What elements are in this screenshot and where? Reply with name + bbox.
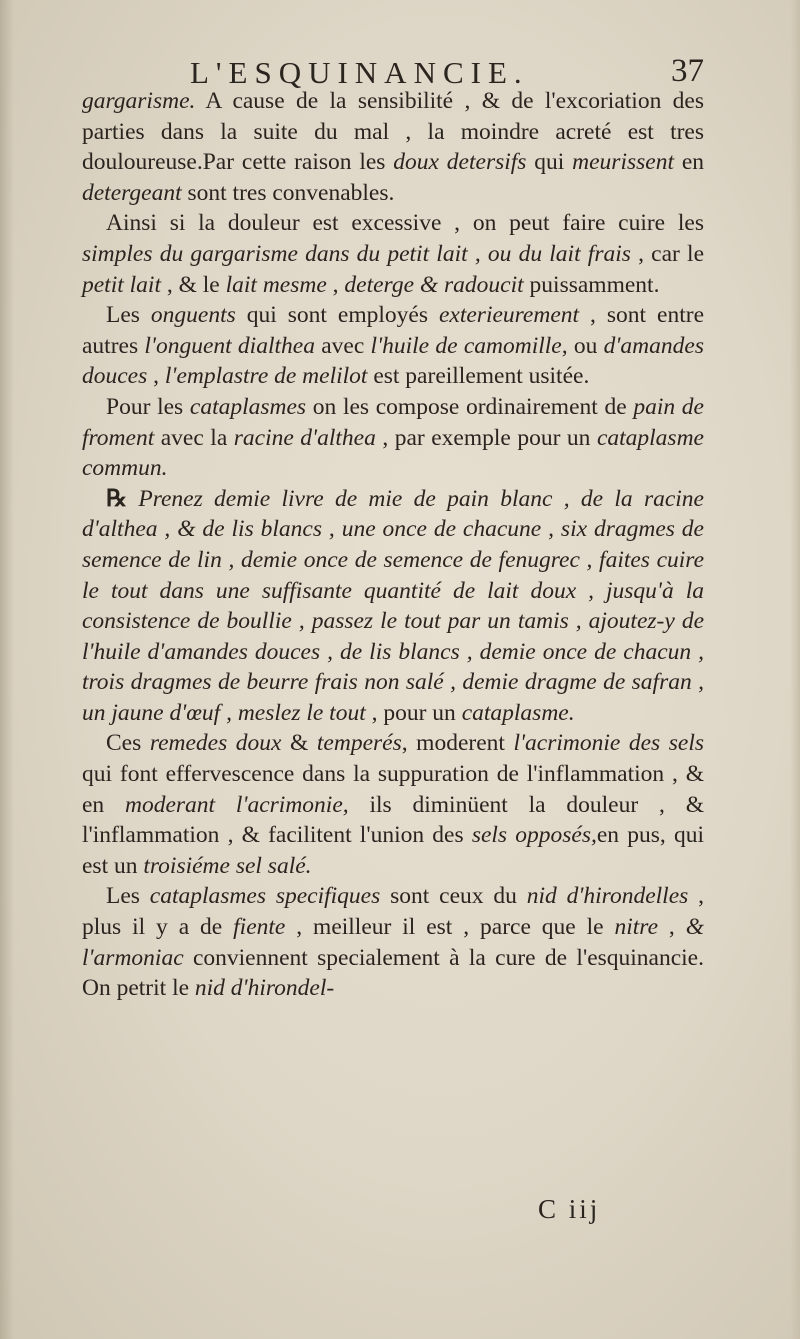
- italic-term: remedes doux: [149, 730, 282, 757]
- text-run: A cause de la sensibilité , & de l'excoriation des parties dans la suite du mal , la moindre acreté est tres douloureuse.Par cette raison les: [82, 88, 704, 176]
- text-run: ou: [567, 332, 604, 359]
- text-run: qui sont employés: [235, 302, 439, 329]
- signature-mark: C iij: [538, 1194, 601, 1224]
- running-title: L'ESQUINANCIE.: [190, 55, 529, 90]
- italic-term: nitre: [614, 914, 659, 941]
- text-run: ,: [658, 914, 686, 941]
- paragraph-1: [82, 86, 704, 208]
- italic-term: moderant l'acrimonie,: [125, 791, 349, 818]
- italic-term: cataplasme.: [461, 699, 575, 726]
- paragraph-4: [82, 392, 704, 484]
- italic-term: fiente: [233, 914, 286, 941]
- text-run: , pour un: [365, 699, 462, 726]
- paragraph-7: [82, 881, 704, 1003]
- text-run: puissamment.: [523, 271, 660, 298]
- italic-term: simples du gargarisme dans du petit lait , ou du lait frais: [82, 240, 631, 267]
- italic-term: cataplasmes specifiques: [149, 883, 381, 910]
- body-text: [82, 86, 704, 1004]
- text-run: Les: [106, 302, 151, 329]
- italic-term: troisiéme sel salé.: [143, 852, 312, 879]
- italic-term: d'amandes douces: [82, 332, 704, 390]
- text-run: , meilleur il est , parce que le: [285, 914, 615, 941]
- italic-term: deterge & radoucit: [344, 271, 524, 298]
- italic-term: doux detersifs: [393, 149, 527, 176]
- text-run: Pour les: [106, 393, 190, 420]
- text-run: , par exemple pour un: [375, 424, 597, 451]
- text-run: qui font effervescence dans la suppuration de l'inflammation , & en: [82, 761, 704, 818]
- text-run: &: [281, 730, 317, 757]
- text-run: conviennent specialement à la cure de l'esquinancie. On petrit le: [82, 944, 704, 1002]
- italic-term: exterieurement: [438, 302, 580, 329]
- text-run: avec la: [154, 424, 234, 451]
- text-run: Ainsi si la douleur est excessive , on peut faire cuire les: [106, 210, 704, 237]
- page-edge-shadow: [790, 0, 800, 1339]
- italic-term: racine d'althea: [233, 424, 376, 451]
- italic-term: l'emplastre de melilot: [164, 363, 368, 390]
- italic-term: nid d'hirondel-: [194, 975, 335, 1002]
- italic-term: cataplasme commun.: [82, 424, 704, 482]
- paragraph-3: [82, 300, 704, 392]
- text-run: sont tres convenables.: [181, 179, 395, 206]
- italic-term: l'acrimonie des sels: [513, 730, 704, 757]
- text-run: Les: [106, 883, 150, 910]
- text-run: est pareillement usitée.: [367, 363, 590, 390]
- italic-term: pain de froment: [82, 393, 704, 451]
- recipe-paragraph: [82, 484, 704, 729]
- text-run: , plus il y a de: [82, 883, 704, 941]
- italic-term: gargarisme.: [82, 88, 196, 114]
- text-run: , & le: [160, 271, 226, 298]
- italic-term: nid d'hirondelles: [526, 883, 689, 910]
- text-run: en pus, qui est un: [82, 822, 704, 879]
- paragraph-2: [82, 208, 704, 300]
- text-run: ils diminüent la douleur , & l'inflammation , & facilitent l'union des: [82, 791, 704, 849]
- italic-term: cataplasmes: [189, 393, 307, 420]
- italic-term: & l'armoniac: [82, 914, 704, 971]
- italic-term: lait mesme: [225, 271, 327, 298]
- italic-term: l'huile de camomille,: [370, 332, 568, 359]
- text-run: qui: [526, 149, 573, 176]
- recipe-symbol: ℞: [106, 485, 128, 512]
- italic-term: temperés: [316, 730, 402, 757]
- text-run: sont ceux du: [380, 883, 527, 910]
- italic-term: detergeant: [82, 179, 182, 206]
- page-gutter-shadow: [0, 0, 14, 1339]
- italic-term: petit lait: [82, 271, 161, 298]
- text-run: , moderent: [401, 730, 514, 757]
- italic-term: sels opposés,: [471, 822, 597, 849]
- text-run: on les compose ordinairement de: [306, 393, 634, 420]
- italic-term: l'onguent dialthea: [144, 332, 315, 359]
- text-run: avec: [314, 332, 371, 359]
- italic-term: onguents: [150, 302, 236, 329]
- text-run: , sont entre autres: [82, 302, 705, 359]
- text-run: ,: [326, 271, 345, 298]
- italic-term: meurissent: [572, 149, 674, 176]
- paragraph-6: [82, 728, 704, 881]
- text-run: Ces: [106, 730, 150, 757]
- text-run: , car le: [630, 240, 704, 267]
- recipe-text: Prenez demie livre de mie de pain blanc , de la racine d'althea , & de lis blancs , une once de chacune , six dragmes de semence de lin , demie once de semence de fenugrec , faites cuire le tout dans une suffisante quantité de lait doux , jusqu'à la consistence de boullie , passez le tout par un tamis , ajoutez-y de l'huile d'amandes douces , de lis blancs , demie once de chacun , trois dragmes de beurre frais non salé , demie dragme de safran , un jaune d'œuf , meslez le tout: [82, 485, 704, 726]
- text-run: en: [673, 149, 704, 176]
- page-number: 37: [671, 53, 704, 89]
- text-run: ,: [147, 363, 165, 390]
